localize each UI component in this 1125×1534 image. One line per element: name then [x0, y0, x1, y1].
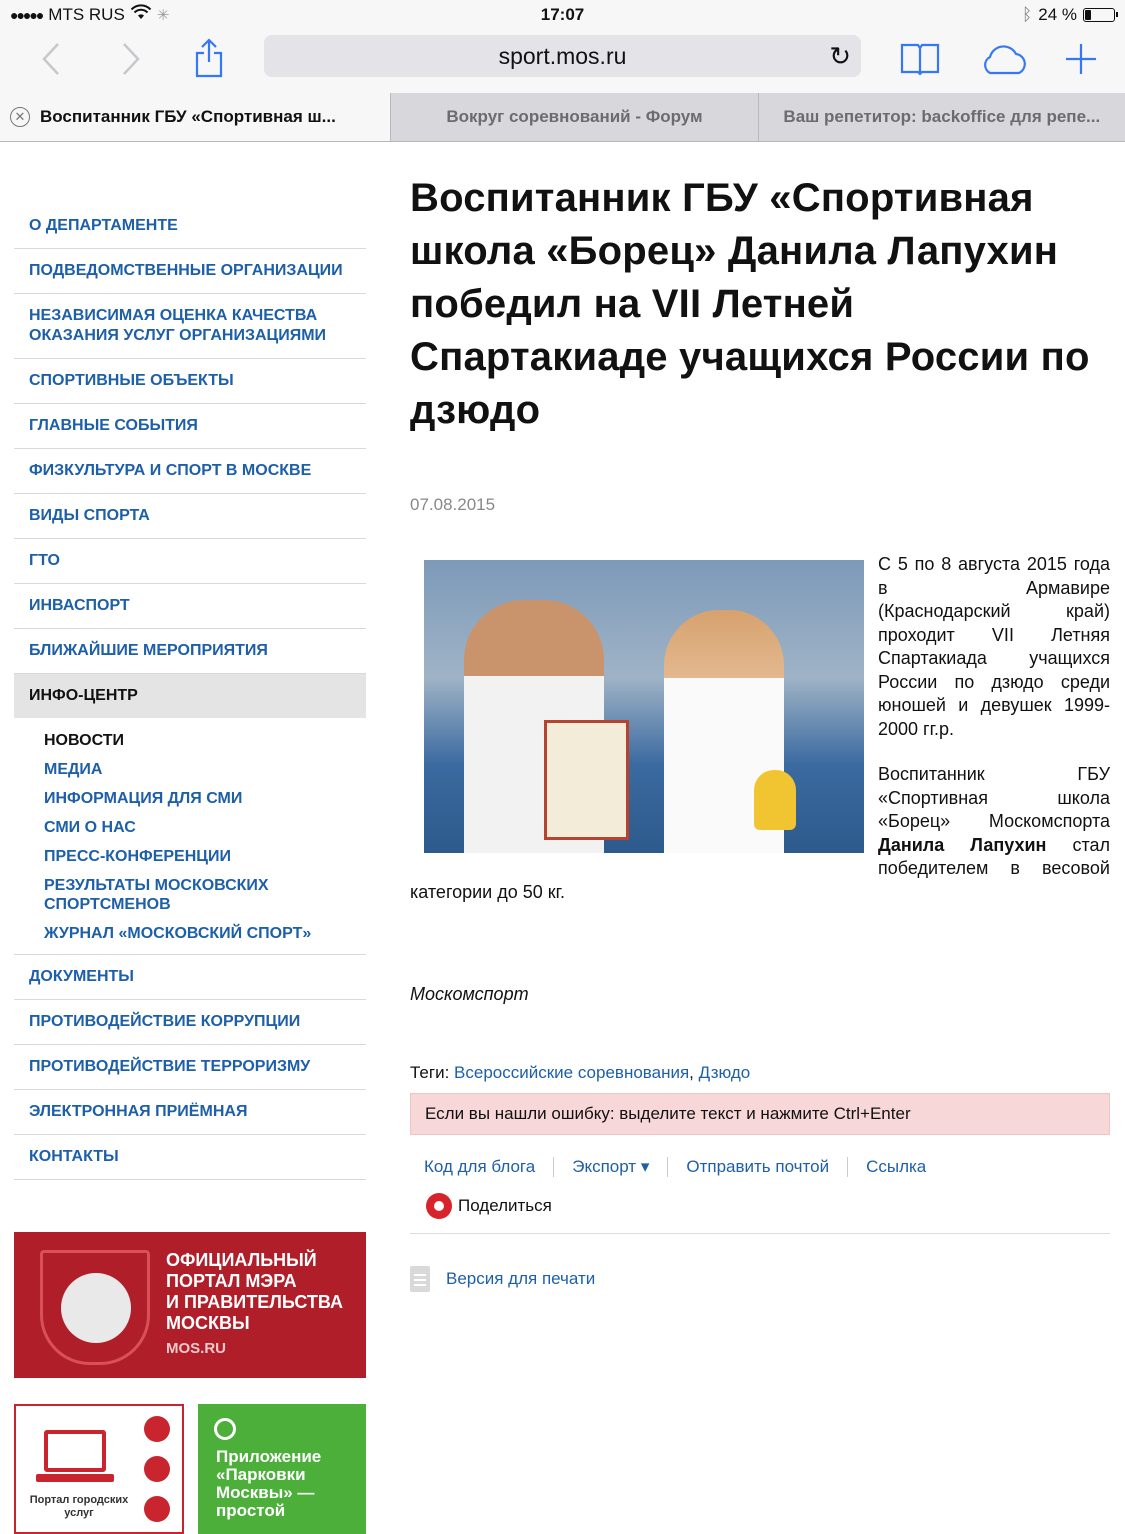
forward-button[interactable] [104, 34, 158, 84]
article-title: Воспитанник ГБУ «Спортивная школа «Борец» Данила Лапухин победил на VII Летней Спартакиаде учащихся России по дзюдо [410, 176, 1090, 432]
parking-logo-icon [214, 1418, 236, 1440]
carrier-label: MTS RUS [48, 5, 125, 24]
sidebar-item-antiterrorism[interactable]: ПРОТИВОДЕЙСТВИЕ ТЕРРОРИЗМУ [14, 1045, 366, 1090]
subnav-item-news[interactable]: НОВОСТИ [44, 732, 125, 749]
subnav-item-conferences[interactable]: ПРЕСС-КОНФЕРЕНЦИИ [44, 848, 231, 865]
services-portal-label: Портал городских услуг [29, 1494, 129, 1519]
sidebar-item-invasport[interactable]: ИНВАСПОРТ [14, 584, 366, 629]
lightbulb-icon [144, 1496, 170, 1522]
sidebar-nav [14, 204, 366, 1534]
error-report-notice: Если вы нашли ошибку: выделите текст и нажмите Ctrl+Enter [410, 1093, 1110, 1135]
tab-forum[interactable] [390, 93, 757, 141]
article-actions [410, 1157, 1110, 1177]
share-widget[interactable] [410, 1193, 1110, 1234]
sidebar-item-gto[interactable]: ГТО [14, 539, 366, 584]
battery-icon [1083, 8, 1115, 22]
browser-toolbar [0, 30, 1125, 93]
article-photo [424, 560, 864, 853]
subnav-item-media[interactable]: МЕДИА [44, 761, 103, 778]
document-icon [410, 1266, 430, 1292]
subnav-item-press-about[interactable]: СМИ О НАС [44, 819, 136, 836]
sidebar-item-subordinate[interactable]: ПОДВЕДОМСТВЕННЫЕ ОРГАНИЗАЦИИ [14, 249, 366, 294]
share-button[interactable] [182, 34, 236, 84]
url-text: sport.mos.ru [498, 43, 627, 69]
subnav-item-results[interactable]: РЕЗУЛЬТАТЫ МОСКОВСКИХ СПОРТСМЕНОВ [44, 877, 269, 913]
tag-link[interactable]: Дзюдо [698, 1063, 751, 1082]
address-bar[interactable] [264, 35, 861, 77]
article-source: Москомспорт [410, 984, 529, 1004]
tab-current[interactable] [0, 93, 390, 141]
tab-title: Ваш репетитор: backoffice для репе... [783, 107, 1101, 126]
sidebar-item-quality[interactable]: НЕЗАВИСИМАЯ ОЦЕНКА КАЧЕСТВА ОКАЗАНИЯ УСЛУГ ОРГАНИЗАЦИЯМИ [14, 294, 366, 359]
print-version-link[interactable] [410, 1266, 1110, 1292]
article-paragraph: С 5 по 8 августа 2015 года в Армавире (Краснодарский край) проходит VII Летняя Спартакиада учащихся России по дзюдо среди юношей и девушек 1999-2000 гг.р. [878, 554, 1110, 739]
article-paragraph: Воспитанник ГБУ «Спортивная школа «Борец» Москомспорта Данила Лапухин стал победителем в весовой категории до 50 кг. [410, 764, 1111, 902]
article-date: 07.08.2015 [410, 495, 496, 514]
export-dropdown[interactable]: Экспорт ▾ [553, 1157, 667, 1177]
permalink-link[interactable]: Ссылка [847, 1157, 944, 1177]
loading-spinner-icon: ✳ [156, 7, 170, 24]
icloud-tabs-button[interactable] [974, 34, 1034, 84]
back-button[interactable] [24, 34, 78, 84]
clock: 17:07 [540, 5, 585, 24]
tag-link[interactable]: Всероссийские соревнования [454, 1063, 690, 1082]
new-tab-button[interactable] [1054, 34, 1108, 84]
laptop-icon [44, 1430, 106, 1472]
sidebar-item-events[interactable]: ГЛАВНЫЕ СОБЫТИЯ [14, 404, 366, 449]
tab-title: Вокруг соревнований - Форум [446, 107, 703, 126]
banners-row [14, 1404, 366, 1534]
athlete-name: Данила Лапухин [878, 834, 1047, 855]
tags-label: Теги: [410, 1063, 450, 1082]
bluetooth-icon: ᛒ [1022, 5, 1033, 24]
email-link[interactable]: Отправить почтой [667, 1157, 847, 1177]
status-bar [0, 0, 1125, 30]
article-body [410, 553, 1110, 926]
mos-banner-text: ОФИЦИАЛЬНЫЙ ПОРТАЛ МЭРА И ПРАВИТЕЛЬСТВА МОСКВЫ [166, 1250, 344, 1333]
mos-banner-url: MOS.RU [166, 1340, 226, 1357]
blog-code-link[interactable]: Код для блога [424, 1157, 536, 1176]
article-tags: Теги: Всероссийские соревнования, Дзюдо [410, 1063, 751, 1082]
sidebar-item-anticorruption[interactable]: ПРОТИВОДЕЙСТВИЕ КОРРУПЦИИ [14, 1000, 366, 1045]
sidebar-item-reception[interactable]: ЭЛЕКТРОННАЯ ПРИЁМНАЯ [14, 1090, 366, 1135]
utilities-icon [144, 1456, 170, 1482]
web-page [0, 142, 1125, 1520]
sidebar-item-upcoming[interactable]: БЛИЖАЙШИЕ МЕРОПРИЯТИЯ [14, 629, 366, 674]
mos-portal-banner[interactable] [14, 1232, 366, 1378]
subnav-item-press-info[interactable]: ИНФОРМАЦИЯ ДЛЯ СМИ [44, 790, 243, 807]
tab-bar [0, 93, 1125, 142]
sidebar-item-about[interactable]: О ДЕПАРТАМЕНТЕ [14, 204, 366, 249]
share-icon [426, 1193, 452, 1219]
print-label: Версия для печати [446, 1269, 596, 1288]
sidebar-item-sport-moscow[interactable]: ФИЗКУЛЬТУРА И СПОРТ В МОСКВЕ [14, 449, 366, 494]
sidebar-item-contacts[interactable]: КОНТАКТЫ [14, 1135, 366, 1180]
sidebar-item-info-center[interactable]: ИНФО-ЦЕНТР [14, 674, 366, 718]
battery-percent: 24 % [1038, 5, 1077, 24]
parking-banner-text: Приложение «Парковки Москвы» — простой [216, 1447, 322, 1520]
sidebar-item-documents[interactable]: ДОКУМЕНТЫ [14, 955, 366, 1000]
sidebar-subnav [14, 718, 366, 955]
reload-icon[interactable]: ↻ [829, 41, 851, 71]
signal-icon: ●●●●● [10, 7, 43, 23]
moscow-emblem-icon [40, 1250, 150, 1365]
services-portal-banner[interactable] [14, 1404, 184, 1534]
article [410, 172, 1110, 1292]
subnav-item-journal[interactable]: ЖУРНАЛ «МОСКОВСКИЙ СПОРТ» [44, 925, 312, 942]
parking-app-banner[interactable] [198, 1404, 366, 1534]
transport-icon [144, 1416, 170, 1442]
sidebar-item-facilities[interactable]: СПОРТИВНЫЕ ОБЪЕКТЫ [14, 359, 366, 404]
sidebar-item-sports[interactable]: ВИДЫ СПОРТА [14, 494, 366, 539]
tab-title: Воспитанник ГБУ «Спортивная ш... [40, 107, 336, 126]
close-tab-icon[interactable]: ✕ [10, 107, 30, 127]
tab-tutor[interactable] [758, 93, 1125, 141]
bookmarks-button[interactable] [893, 34, 947, 84]
share-label: Поделиться [458, 1196, 552, 1215]
